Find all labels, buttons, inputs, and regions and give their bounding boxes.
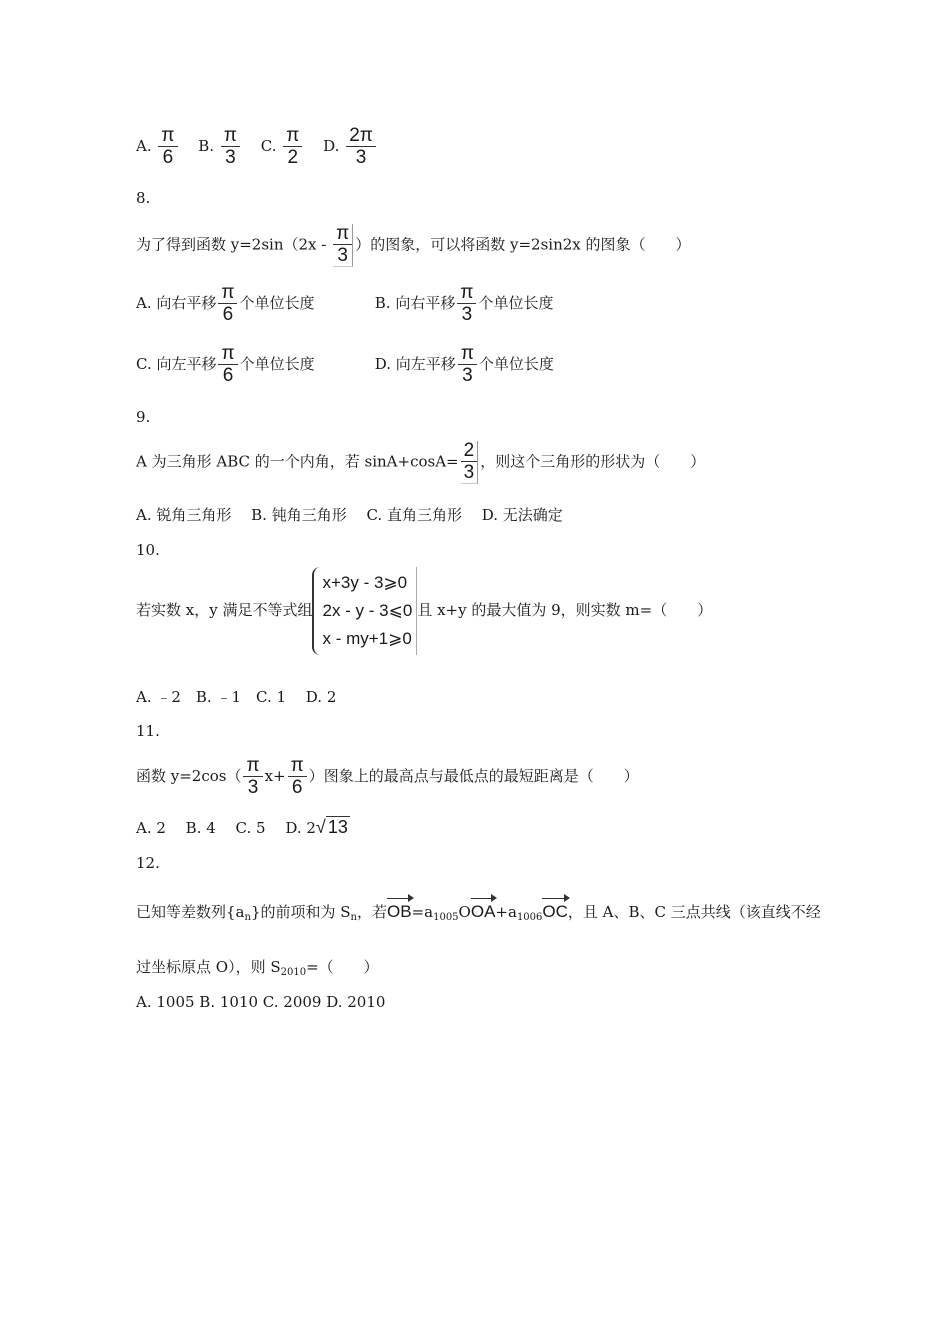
q7-option-d: D. $\frac{2\pi}{3}$ — [323, 126, 378, 168]
fraction: $\frac{\pi}{3}$ — [243, 756, 262, 798]
q7-option-c: C. $\frac{\pi}{2}$ — [261, 126, 305, 168]
fraction: $\frac{2\pi}{3}$ — [346, 126, 376, 168]
fraction: $\frac{\pi}{6}$ — [158, 126, 177, 168]
vector-ob: OB — [387, 902, 412, 921]
fraction: $\frac{\pi}{6}$ — [288, 756, 307, 798]
q9-number: 9. — [136, 408, 151, 426]
q8-option-b: B. 向右平移 $\frac{\pi}{3}$ 个单位长度 — [374, 282, 554, 325]
q7-options — [136, 126, 392, 168]
q8-stem: 为了得到函数 y=2sin（2x - $\frac{\pi}{3}$ ）的图象，可以将函数 y=2sin2x 的图象（ ） — [136, 223, 691, 266]
square-root: √ 13 — [315, 817, 348, 837]
inequality-system: x+3y - 3⩾0 2x - y - 3⩽0 x - my+1⩾0 — [312, 567, 417, 655]
q8-option-c: C. 向左平移 $\frac{\pi}{6}$ 个单位长度 — [136, 343, 315, 386]
q11-stem: 函数 y=2cos（ $\frac{\pi}{3}$ x+ $\frac{\pi}{6}$ ）图象上的最高点与最低点的最短距离是（ ） — [136, 755, 639, 798]
q8-options-row2 — [136, 344, 554, 386]
fraction: $\frac{\pi}{3}$ — [457, 283, 476, 325]
q12-options: A. 1005 B. 1010 C. 2009 D. 2010 — [136, 993, 386, 1011]
q12-stem: 已知等差数列$\{a_n\}$的前项和为 $S_n$，若$OB=a_{1005}OOA+a_{1006}OC$，且 A、B、C 三点共线（该直线不经 — [136, 902, 821, 923]
q7-option-a: A. $\frac{\pi}{6}$ — [136, 126, 180, 168]
fraction: $\frac{\pi}{3}$ — [458, 344, 477, 386]
fraction: $\frac{\pi}{6}$ — [218, 283, 237, 325]
q10-stem: 若实数 x，y 满足不等式组 x+3y - 3⩾0 2x - y - 3⩽0 x - my+1⩾0 且 x+y 的最大值为 9，则实数 m=（ ） — [136, 567, 712, 655]
fraction: $\frac{\pi}{6}$ — [218, 344, 237, 386]
q8-options-row1 — [136, 283, 553, 325]
q9-stem: A 为三角形 ABC 的一个内角，若 sinA+cosA= $\frac{2}{3}$ ，则这个三角形的形状为（ ） — [136, 440, 706, 483]
q8-option-d: D. 向左平移 $\frac{\pi}{3}$ 个单位长度 — [374, 343, 554, 386]
vector-oc: OC — [542, 902, 568, 921]
q10-options: A. ﹣2 B. ﹣1 C. 1 D. 2 — [136, 688, 337, 706]
q12-stem-line2: 过坐标原点 O），则 $S_{2010}=$（ ） — [136, 958, 379, 978]
fraction: $\frac{2}{3}$ — [461, 441, 479, 484]
q9-options: A. 锐角三角形 B. 钝角三角形 C. 直角三角形 D. 无法确定 — [136, 506, 563, 524]
fraction: $\frac{\pi}{2}$ — [283, 126, 302, 168]
q11-number: 11. — [136, 722, 160, 740]
fraction: $\frac{\pi}{3}$ — [221, 126, 240, 168]
q11-options: A. 2 B. 4 C. 5 D. 2√ 13 — [136, 817, 348, 837]
fraction: $\frac{\pi}{3}$ — [333, 224, 353, 267]
q7-option-b: B. $\frac{\pi}{3}$ — [198, 126, 242, 168]
q8-option-a: A. 向右平移 $\frac{\pi}{6}$ 个单位长度 — [136, 282, 315, 325]
q8-number: 8. — [136, 189, 151, 207]
q10-number: 10. — [136, 541, 160, 559]
q12-number: 12. — [136, 854, 160, 872]
vector-oa: OA — [470, 902, 496, 921]
